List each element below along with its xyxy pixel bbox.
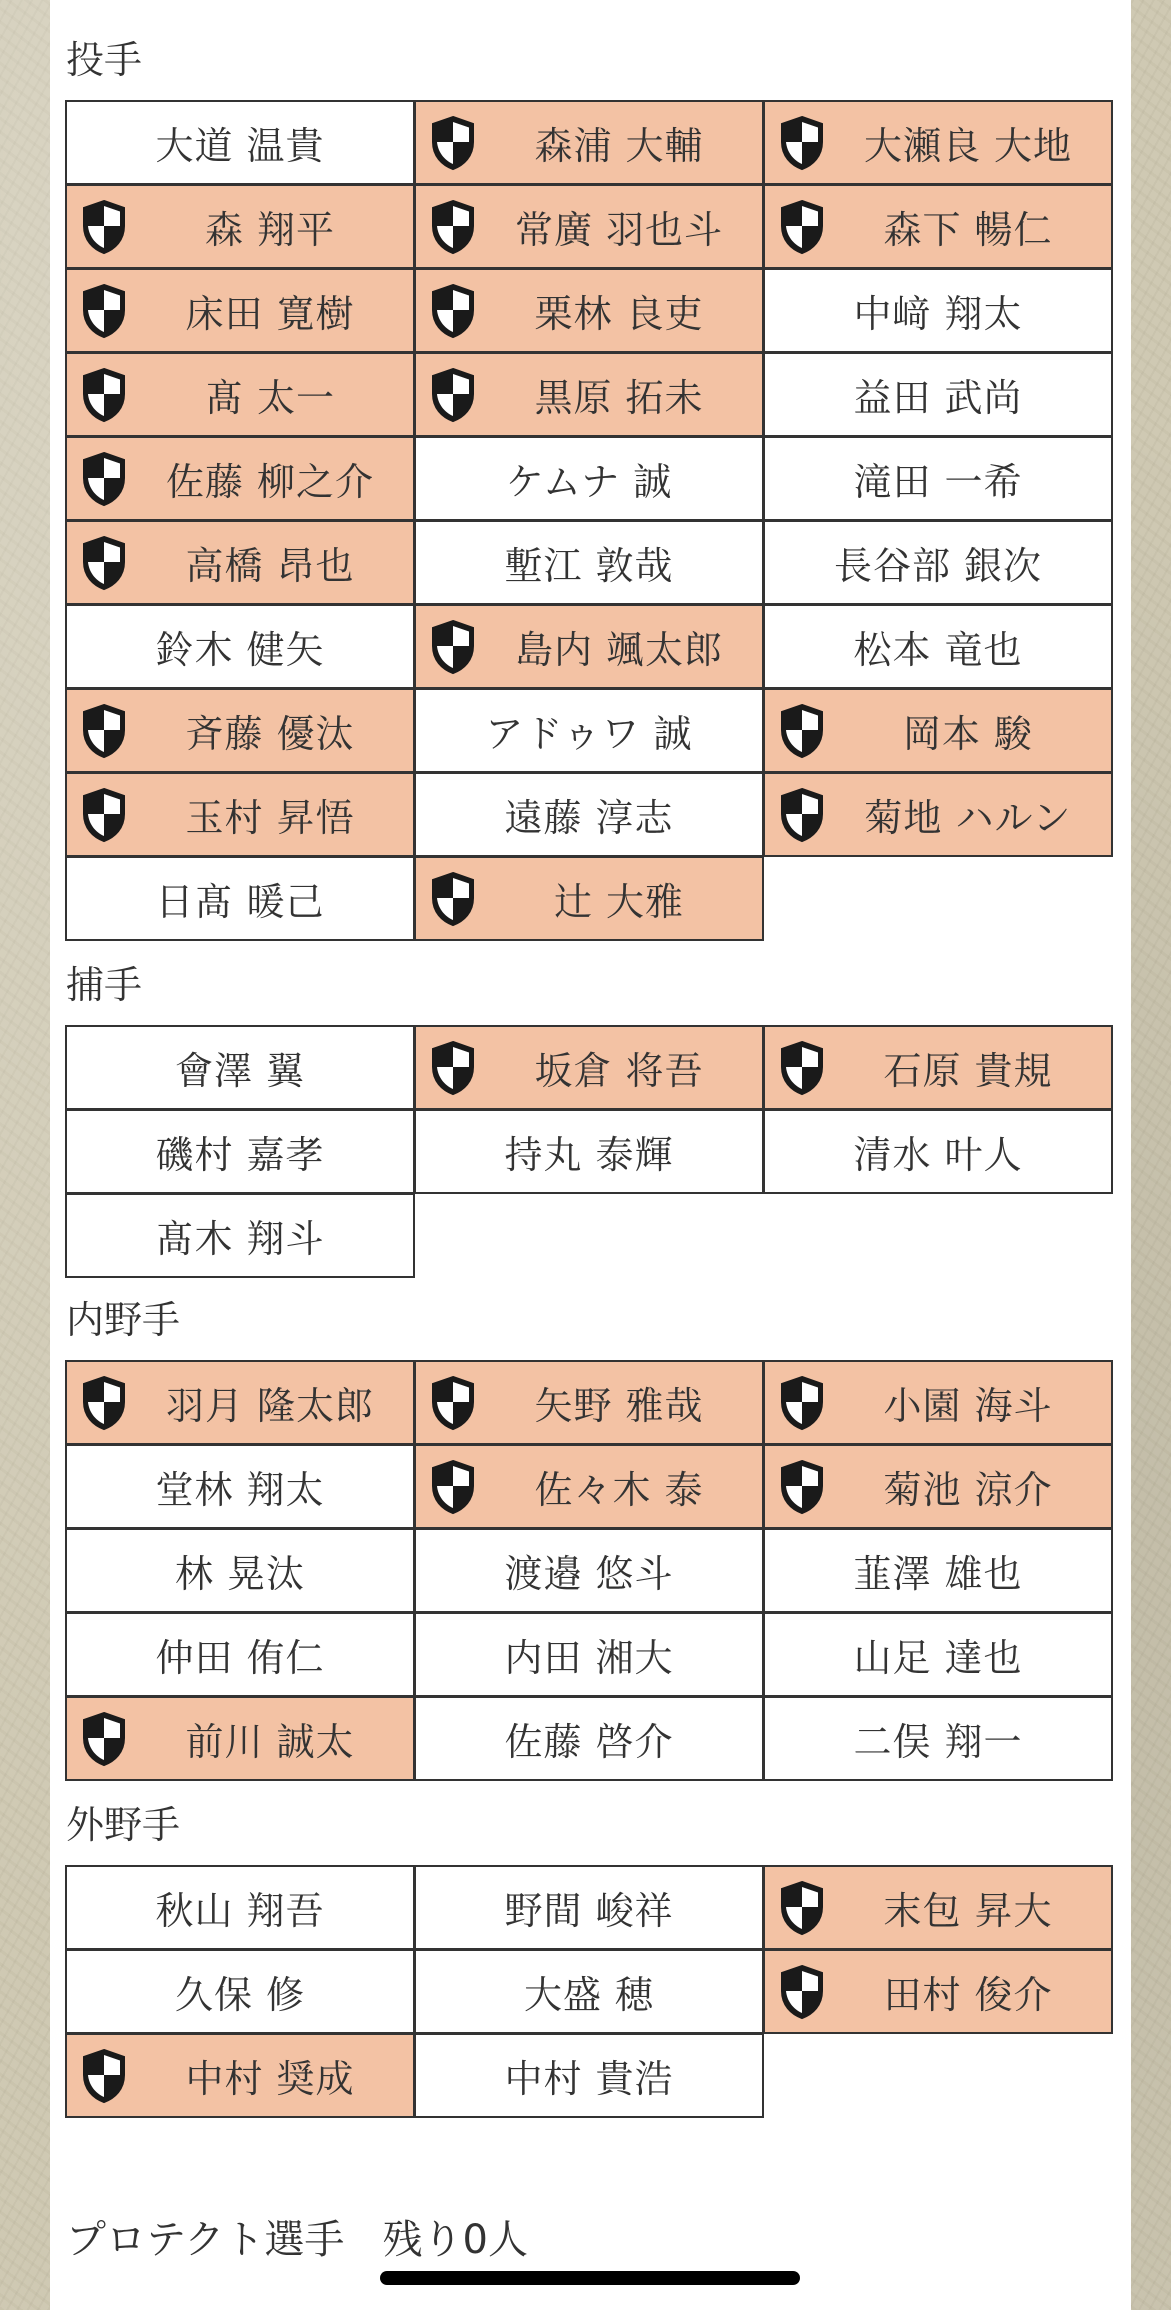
player-name: 鈴木 健矢 — [155, 628, 325, 672]
player-cell[interactable] — [414, 1949, 764, 2034]
shield-icon — [79, 534, 129, 592]
roster-panel — [50, 0, 1131, 2310]
section-title: 外野手 — [66, 1803, 181, 1847]
player-name: 髙 太一 — [204, 376, 336, 420]
player-cell[interactable] — [414, 1696, 764, 1781]
shield-icon — [79, 450, 129, 508]
player-name: 内田 湘大 — [504, 1636, 674, 1680]
shield-icon — [777, 1039, 827, 1097]
player-name: 山足 達也 — [853, 1636, 1023, 1680]
player-name: 佐藤 啓介 — [504, 1720, 674, 1764]
player-name: 中村 奨成 — [185, 2057, 355, 2101]
player-name: 大盛 穂 — [523, 1973, 655, 2017]
player-cell[interactable] — [414, 688, 764, 773]
shield-icon — [777, 198, 827, 256]
remaining-count: 残り0人 — [382, 2217, 529, 2263]
player-cell[interactable] — [763, 1949, 1113, 2034]
shield-icon — [428, 114, 478, 172]
player-name: 島内 颯太郎 — [514, 628, 724, 672]
player-cell[interactable] — [65, 520, 415, 605]
shield-icon — [79, 282, 129, 340]
player-cell[interactable] — [65, 772, 415, 857]
player-name: 仲田 侑仁 — [155, 1636, 325, 1680]
player-name: 久保 修 — [174, 1973, 306, 2017]
player-cell[interactable] — [65, 1865, 415, 1950]
player-cell[interactable] — [763, 436, 1113, 521]
shield-icon — [79, 1710, 129, 1768]
player-cell[interactable] — [65, 1444, 415, 1529]
shield-icon — [777, 1963, 827, 2021]
shield-icon — [428, 1458, 478, 1516]
player-cell[interactable] — [763, 1528, 1113, 1613]
player-name: 二俣 翔一 — [853, 1720, 1023, 1764]
player-cell[interactable] — [414, 2033, 764, 2118]
player-cell[interactable] — [65, 352, 415, 437]
shield-icon — [777, 786, 827, 844]
player-name: 岡本 駿 — [902, 712, 1034, 756]
player-cell[interactable] — [65, 1949, 415, 2034]
player-name: 森下 暢仁 — [883, 208, 1053, 252]
player-cell[interactable] — [414, 856, 764, 941]
shield-icon — [777, 1879, 827, 1937]
player-name: 林 晃汰 — [174, 1552, 306, 1596]
player-cell[interactable] — [763, 772, 1113, 857]
player-cell[interactable] — [65, 1696, 415, 1781]
player-name: ケムナ 誠 — [505, 460, 673, 504]
player-name: 高橋 昂也 — [185, 544, 355, 588]
player-cell[interactable] — [65, 1612, 415, 1697]
player-cell[interactable] — [414, 1528, 764, 1613]
player-name: 渡邉 悠斗 — [504, 1552, 674, 1596]
player-cell[interactable] — [65, 1360, 415, 1445]
player-name: 中村 貴浩 — [504, 2057, 674, 2101]
player-name: 辻 大雅 — [553, 880, 685, 924]
player-grid — [65, 1025, 1114, 1277]
home-indicator[interactable] — [380, 2271, 800, 2285]
player-name: 中﨑 翔太 — [853, 292, 1023, 336]
player-cell[interactable] — [414, 1612, 764, 1697]
player-cell[interactable] — [414, 604, 764, 689]
player-cell[interactable] — [763, 1360, 1113, 1445]
shield-icon — [79, 786, 129, 844]
player-cell[interactable] — [763, 100, 1113, 185]
player-name: 松本 竜也 — [853, 628, 1023, 672]
player-name: 大道 温貴 — [155, 124, 325, 168]
shield-icon — [428, 198, 478, 256]
player-cell[interactable] — [414, 1025, 764, 1110]
player-cell[interactable] — [414, 352, 764, 437]
player-name: 坂倉 将吾 — [534, 1049, 704, 1093]
player-cell[interactable] — [414, 100, 764, 185]
player-cell[interactable] — [414, 1360, 764, 1445]
shield-icon — [428, 1374, 478, 1432]
player-cell[interactable] — [763, 184, 1113, 269]
player-name: 磯村 嘉孝 — [155, 1133, 325, 1177]
player-name: 石原 貴規 — [883, 1049, 1053, 1093]
protect-label: プロテクト選手 — [66, 2217, 345, 2263]
player-name: 菊池 涼介 — [883, 1468, 1053, 1512]
shield-icon — [777, 1458, 827, 1516]
section-title: 内野手 — [66, 1298, 181, 1342]
player-cell[interactable] — [65, 604, 415, 689]
shield-icon — [79, 366, 129, 424]
player-name: 持丸 泰輝 — [504, 1133, 674, 1177]
player-cell[interactable] — [763, 688, 1113, 773]
player-name: 佐藤 柳之介 — [165, 460, 375, 504]
player-cell[interactable] — [414, 1865, 764, 1950]
player-name: 菊地 ハルン — [864, 796, 1072, 840]
player-cell[interactable] — [414, 436, 764, 521]
player-grid — [65, 1865, 1114, 2117]
player-name: 韮澤 雄也 — [853, 1552, 1023, 1596]
player-cell[interactable] — [414, 1109, 764, 1194]
player-name: 堂林 翔太 — [155, 1468, 325, 1512]
player-name: 床田 寛樹 — [185, 292, 355, 336]
player-cell[interactable] — [65, 1109, 415, 1194]
player-cell[interactable] — [763, 1025, 1113, 1110]
shield-icon — [79, 198, 129, 256]
player-name: 髙木 翔斗 — [155, 1217, 325, 1261]
shield-icon — [777, 114, 827, 172]
player-name: 玉村 昇悟 — [185, 796, 355, 840]
player-name: 黒原 拓未 — [534, 376, 704, 420]
shield-icon — [777, 702, 827, 760]
player-name: 森浦 大輔 — [534, 124, 704, 168]
player-cell[interactable] — [65, 1193, 415, 1278]
player-name: 矢野 雅哉 — [534, 1384, 704, 1428]
player-cell[interactable] — [763, 1444, 1113, 1529]
shield-icon — [79, 1374, 129, 1432]
player-cell[interactable] — [414, 1444, 764, 1529]
player-name: 會澤 翼 — [174, 1049, 306, 1093]
shield-icon — [428, 366, 478, 424]
player-name: 日髙 暖己 — [155, 880, 325, 924]
player-cell[interactable] — [65, 688, 415, 773]
player-cell[interactable] — [65, 100, 415, 185]
player-name: 塹江 敦哉 — [504, 544, 674, 588]
section-title: 投手 — [66, 38, 143, 82]
player-name: 秋山 翔吾 — [155, 1889, 325, 1933]
player-name: 前川 誠太 — [185, 1720, 355, 1764]
player-cell[interactable] — [763, 1865, 1113, 1950]
player-name: 小園 海斗 — [883, 1384, 1053, 1428]
shield-icon — [428, 870, 478, 928]
player-cell[interactable] — [414, 772, 764, 857]
player-cell[interactable] — [65, 2033, 415, 2118]
player-cell[interactable] — [65, 1025, 415, 1110]
player-name: 末包 昇大 — [883, 1889, 1053, 1933]
shield-icon — [777, 1374, 827, 1432]
player-name: 田村 俊介 — [883, 1973, 1053, 2017]
player-cell[interactable] — [763, 1109, 1113, 1194]
player-name: 斉藤 優汰 — [185, 712, 355, 756]
player-cell[interactable] — [65, 268, 415, 353]
player-name: アドゥワ 誠 — [485, 712, 693, 756]
player-name: 羽月 隆太郎 — [165, 1384, 375, 1428]
player-cell[interactable] — [763, 1612, 1113, 1697]
player-cell[interactable] — [414, 520, 764, 605]
player-cell[interactable] — [763, 604, 1113, 689]
player-name: 益田 武尚 — [853, 376, 1023, 420]
player-cell[interactable] — [65, 436, 415, 521]
player-name: 遠藤 淳志 — [504, 796, 674, 840]
player-name: 栗林 良吏 — [534, 292, 704, 336]
shield-icon — [79, 702, 129, 760]
section-title: 捕手 — [66, 963, 143, 1007]
player-cell[interactable] — [65, 184, 415, 269]
protect-counter — [66, 2210, 528, 2270]
player-cell[interactable] — [414, 268, 764, 353]
player-cell[interactable] — [763, 520, 1113, 605]
shield-icon — [428, 618, 478, 676]
player-name: 森 翔平 — [204, 208, 336, 252]
player-name: 常廣 羽也斗 — [514, 208, 724, 252]
player-name: 滝田 一希 — [853, 460, 1023, 504]
player-cell[interactable] — [65, 1528, 415, 1613]
player-grid — [65, 1360, 1114, 1780]
player-name: 佐々木 泰 — [534, 1468, 704, 1512]
player-cell[interactable] — [414, 184, 764, 269]
player-cell[interactable] — [763, 352, 1113, 437]
player-grid — [65, 100, 1114, 940]
player-name: 清水 叶人 — [853, 1133, 1023, 1177]
player-cell[interactable] — [763, 1696, 1113, 1781]
shield-icon — [428, 1039, 478, 1097]
player-name: 大瀬良 大地 — [863, 124, 1073, 168]
shield-icon — [79, 2047, 129, 2105]
player-cell[interactable] — [65, 856, 415, 941]
player-name: 長谷部 銀次 — [833, 544, 1043, 588]
player-cell[interactable] — [763, 268, 1113, 353]
shield-icon — [428, 282, 478, 340]
player-name: 野間 峻祥 — [504, 1889, 674, 1933]
